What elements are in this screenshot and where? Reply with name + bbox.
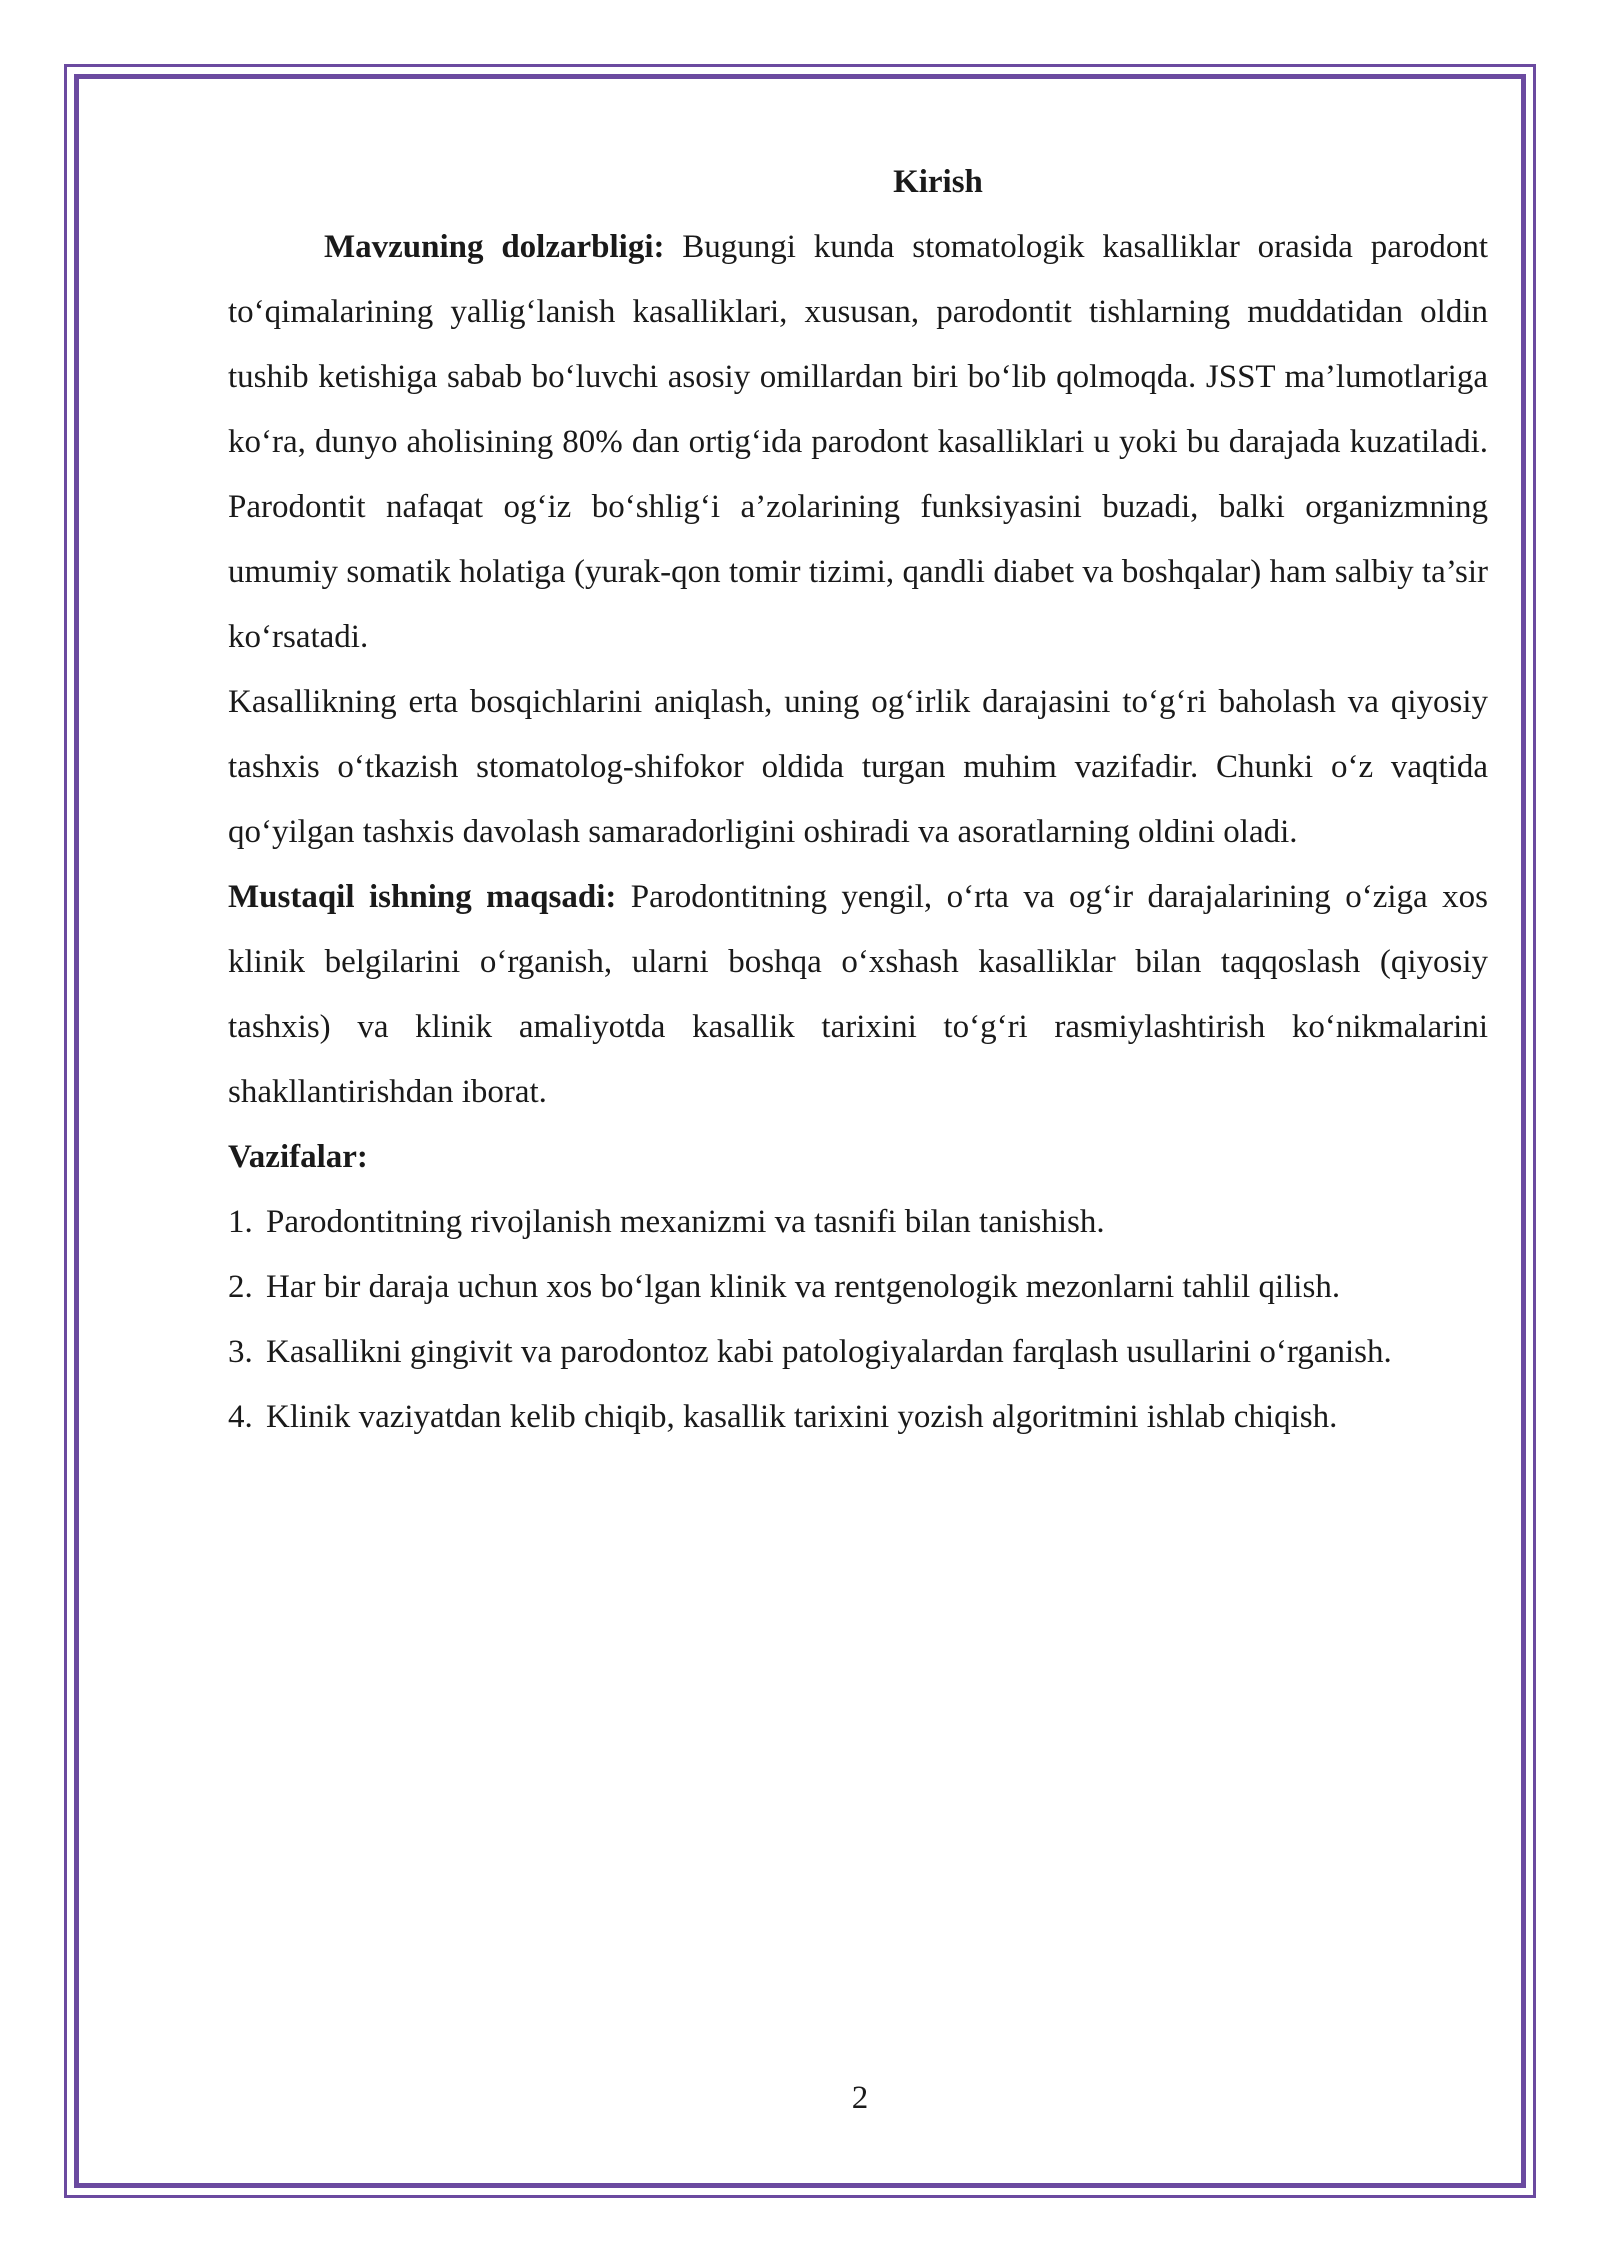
task-text: Parodontitning rivojlanish mexanizmi va tasnifi bilan tanishish. bbox=[266, 1204, 1105, 1240]
task-item bbox=[228, 1255, 1488, 1320]
relevance-text: Bugungi kunda stomatologik kasalliklar orasida parodont to‘qimalarining yallig‘lanish kasalliklari, xususan, parodontit tishlarning muddatidan oldin tushib ketishiga sabab bo‘luvchi asosiy omillardan biri bo‘lib qolmoqda. JSST ma’lumotlariga ko‘ra, dunyo aholisining 80% dan ortig‘ida parodont kasalliklari u yoki bu darajada kuzatiladi. Parodontit nafaqat og‘iz bo‘shlig‘i a’zolarining funksiyasini buzadi, balki organizmning umumiy somatik holatiga (yurak-qon tomir tizimi, qandli diabet va boshqalar) ham salbiy ta’sir ko‘rsatadi. bbox=[228, 229, 1489, 655]
goal-text: Parodontitning yengil, o‘rta va og‘ir darajalarining o‘ziga xos klinik belgilarini o‘rganish, ularni boshqa o‘xshash kasalliklar bilan taqqoslash (qiyosiy tashxis) va klinik amaliyotda kasallik tarixini to‘g‘ri rasmiylashtirish ko‘nikmalarini shakllantirishdan iborat. bbox=[228, 879, 1488, 1110]
goal-paragraph bbox=[228, 865, 1488, 1125]
task-item bbox=[228, 1385, 1488, 1450]
task-text: Klinik vaziyatdan kelib chiqib, kasallik tarixini yozish algoritmini ishlab chiqish. bbox=[266, 1399, 1338, 1435]
task-number: 4. bbox=[228, 1399, 253, 1435]
relevance-label: Mavzuning dolzarbligi: bbox=[324, 229, 665, 265]
tasks-list bbox=[228, 1190, 1488, 1450]
task-text: Kasallikni gingivit va parodontoz kabi patologiyalardan farqlash usullarini o‘rganish. bbox=[266, 1334, 1392, 1370]
task-number: 1. bbox=[228, 1204, 253, 1240]
goal-label: Mustaqil ishning maqsadi: bbox=[228, 879, 617, 915]
task-text: Har bir daraja uchun xos bo‘lgan klinik va rentgenologik mezonlarni tahlil qilish. bbox=[266, 1269, 1341, 1305]
tasks-heading: Vazifalar: bbox=[228, 1139, 368, 1175]
diagnosis-paragraph: Kasallikning erta bosqichlarini aniqlash, uning og‘irlik darajasini to‘g‘ri baholash va qiyosiy tashxis o‘tkazish stomatolog-shifokor oldida turgan muhim vazifadir. Chunki o‘z vaqtida qo‘yilgan tashxis davolash samaradorligini oshiradi va asoratlarning oldini oladi. bbox=[228, 684, 1488, 850]
relevance-paragraph bbox=[228, 215, 1488, 670]
page-title: Kirish bbox=[893, 164, 983, 200]
task-item bbox=[228, 1190, 1488, 1255]
task-number: 3. bbox=[228, 1334, 253, 1370]
task-number: 2. bbox=[228, 1269, 253, 1305]
page-number: 2 bbox=[851, 2080, 869, 2116]
task-item bbox=[228, 1320, 1488, 1385]
document-body bbox=[228, 150, 1488, 1450]
